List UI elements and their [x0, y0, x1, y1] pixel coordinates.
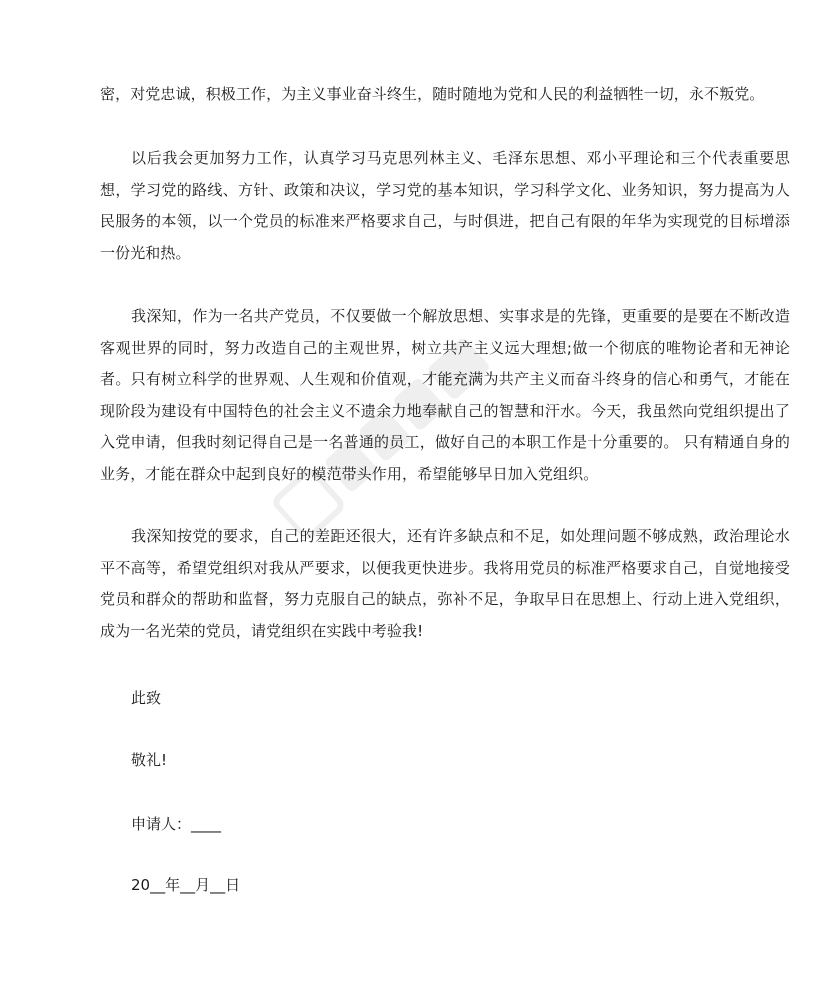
paragraph-self-awareness: 我深知，作为一名共产党员，不仅要做一个解放思想、实事求是的先锋，更重要的是要在不断改造客观世界的同时，努力改造自己的主观世界，树立共产主义远大理想;做一个彻底的唯物论者和无神论者。只有树立科学的世界观、人生观和价值观，才能充满为共产主义而奋斗终身的信心和勇气，才能在现阶段为建设有中国特色的社会主义不遗余力地奉献自己的智慧和汗水。今天，我虽然向党组织提出了入党申请，但我时刻记得自己是一名普通的员工，做好自己的本职工作是十分重要的。 只有精通自身的业务，才能在群众中起到良好的模范带头作用，希望能够早日加入党组织。 [100, 307, 790, 483]
paragraph-oath-continuation: 密，对党忠诚，积极工作，为主义事业奋斗终生，随时随地为党和人民的利益牺牲一切，永不叛党。 [100, 85, 765, 103]
paragraph-shortcomings: 我深知按党的要求，自己的差距还很大，还有许多缺点和不足，如处理问题不够成熟，政治理论水平不高等，希望党组织对我从严要求，以便我更快进步。我将用党员的标准严格要求自己，自觉地接受党员和群众的帮助和监督，努力克服自己的缺点，弥补不足，争取早日在思想上、行动上进入党组织，成为一名光荣的党员，请党组织在实践中考验我! [100, 527, 790, 640]
closing-regards: 敬礼! [131, 751, 168, 769]
date-line: 20__年__月__日 [131, 876, 241, 894]
closing-salutation: 此致 [131, 689, 162, 707]
paragraph-future-work: 以后我会更加努力工作，认真学习马克思列林主义、毛泽东思想、邓小平理论和三个代表重要思想，学习党的路线、方针、政策和决议，学习党的基本知识，学习科学文化、业务知识，努力提高为人民服务的本领，以一个党员的标准来严格要求自己，与时俱进，把自己有限的年华为实现党的目标增添一份光和热。 [100, 149, 790, 262]
applicant-signature-line: 申请人：____ [131, 815, 222, 833]
